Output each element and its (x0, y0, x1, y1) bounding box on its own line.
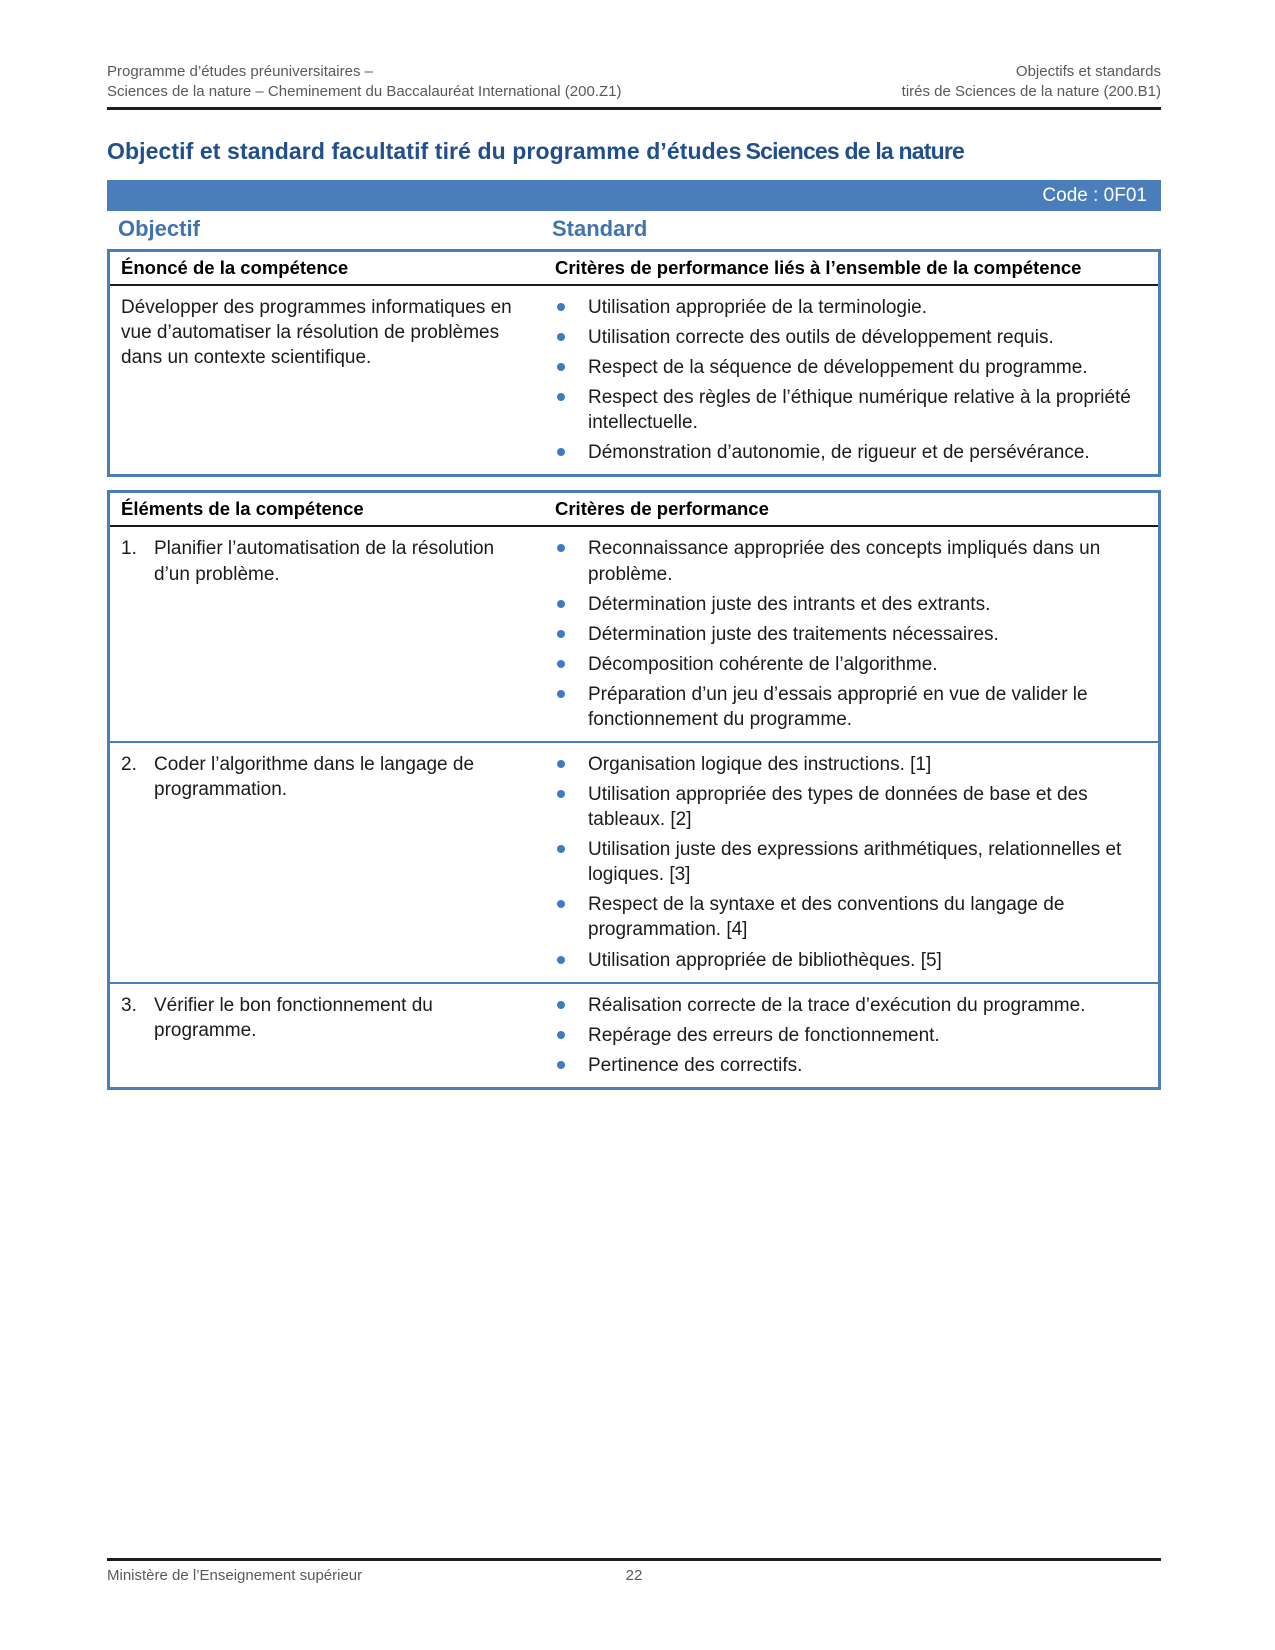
competence-row (110, 286, 1158, 474)
bullet-icon (557, 660, 565, 668)
header-right (902, 62, 1161, 101)
element-row-3 (110, 982, 1158, 1087)
element-criteria-list (555, 743, 1158, 982)
page-title-program: Sciences de la nature (745, 138, 965, 164)
criterion-text: Utilisation appropriée de la terminologie. (588, 297, 928, 318)
competence-header-left: Énoncé de la compétence (121, 257, 349, 278)
criterion-text: Organisation logique des instructions. [1] (588, 754, 932, 776)
bullet-icon (557, 630, 565, 638)
criterion-text: Respect des règles de l’éthique numérique relative à la propriété intellectuelle. (588, 387, 1131, 434)
bullet-icon (557, 544, 565, 552)
competence-table (107, 249, 1161, 477)
criterion-text: Respect de la syntaxe et des conventions du langage de programmation. [4] (588, 894, 1065, 941)
footer-ministry: Ministère de l’Enseignement supérieur (107, 1567, 363, 1584)
bullet-icon (557, 956, 565, 964)
criterion-text: Utilisation juste des expressions arithmétiques, relationnelles et logiques. [3] (588, 839, 1122, 886)
element-row-2 (110, 741, 1158, 982)
bullet-icon (557, 303, 565, 311)
bullet-icon (557, 600, 565, 608)
criterion-item (555, 355, 1148, 380)
competence-statement-cell (110, 286, 555, 474)
column-heading-standard: Standard (552, 216, 648, 241)
bullet-icon (557, 393, 565, 401)
criterion-text: Démonstration d’autonomie, de rigueur et de persévérance. (588, 442, 1090, 464)
criterion-item (555, 993, 1148, 1018)
criterion-item (555, 1023, 1148, 1048)
elements-header-right: Critères de performance (555, 498, 769, 520)
criterion-item (555, 325, 1148, 350)
criterion-item (555, 385, 1148, 435)
element-text: Planifier l’automatisation de la résolution d’un problème. (154, 538, 495, 585)
element-cell (110, 984, 555, 1087)
element-cell (110, 743, 555, 982)
bullet-icon (557, 900, 565, 908)
elements-header-left: Éléments de la compétence (121, 498, 364, 520)
criterion-text: Utilisation appropriée de bibliothèques. [5] (588, 949, 942, 971)
criterion-item (555, 592, 1148, 617)
element-text: Vérifier le bon fonctionnement du programme. (154, 994, 433, 1041)
code-banner-label: Code : 0F01 (1042, 185, 1147, 206)
criterion-item (555, 892, 1148, 942)
page-title (107, 138, 1161, 165)
criterion-item (555, 622, 1148, 647)
header-right-line2: tirés de Sciences de la nature (200.B1) (901, 82, 1161, 100)
competence-statement: Développer des programmes informatiques en vue d’automatiser la résolution de problèmes dans un contexte scientifique. (121, 297, 512, 369)
criterion-item (555, 295, 1148, 320)
criterion-text: Pertinence des correctifs. (588, 1054, 803, 1076)
footer-spacer (642, 1567, 1161, 1584)
element-number: 2. (121, 754, 137, 776)
element-criteria-list (555, 527, 1158, 741)
bullet-icon (557, 790, 565, 798)
elements-table-header (110, 493, 1158, 527)
criterion-item (555, 752, 1148, 777)
bullet-icon (557, 363, 565, 371)
criterion-item (555, 1053, 1148, 1078)
criterion-item (555, 536, 1148, 586)
page-header (107, 0, 1161, 110)
bullet-icon (557, 1061, 565, 1069)
criterion-text: Respect de la séquence de développement du programme. (588, 357, 1088, 379)
element-number: 3. (121, 994, 137, 1016)
column-headings (107, 211, 1161, 249)
header-left-line2: Sciences de la nature – Cheminement du Baccalauréat International (200.Z1) (107, 82, 622, 100)
criterion-text: Décomposition cohérente de l’algorithme. (588, 653, 938, 675)
criterion-item (555, 837, 1148, 887)
competence-header-right: Critères de performance liés à l’ensemble de la compétence (555, 257, 1082, 278)
page-footer (107, 1558, 1161, 1584)
element-row-1 (110, 527, 1158, 741)
header-right-line1: Objectifs et standards (1015, 63, 1161, 80)
criterion-item (555, 440, 1148, 465)
header-left (107, 62, 621, 101)
bullet-icon (557, 448, 565, 456)
element-number: 1. (121, 538, 137, 560)
page-title-main: Objectif et standard facultatif tiré du programme d’études (107, 138, 742, 164)
column-heading-objectif: Objectif (118, 216, 200, 241)
criterion-text: Reconnaissance appropriée des concepts impliqués dans un problème. (588, 538, 1101, 585)
element-text: Coder l’algorithme dans le langage de programmation. (154, 754, 475, 801)
criterion-text: Repérage des erreurs de fonctionnement. (588, 1024, 940, 1046)
bullet-icon (557, 1031, 565, 1039)
criterion-text: Utilisation appropriée des types de données de base et des tableaux. [2] (588, 784, 1088, 831)
bullet-icon (557, 845, 565, 853)
page-number: 22 (625, 1567, 643, 1584)
element-criteria-list (555, 984, 1158, 1087)
criterion-text: Préparation d’un jeu d’essais approprié en vue de valider le fonctionnement du programme. (588, 683, 1088, 730)
competence-table-header (110, 252, 1158, 286)
criterion-item (555, 782, 1148, 832)
criterion-text: Utilisation correcte des outils de développement requis. (588, 327, 1054, 349)
criterion-item (555, 948, 1148, 973)
competence-criteria-list (555, 286, 1158, 474)
bullet-icon (557, 690, 565, 698)
element-cell (110, 527, 555, 741)
criterion-text: Détermination juste des intrants et des extrants. (588, 593, 991, 615)
bullet-icon (557, 760, 565, 768)
code-banner (107, 180, 1161, 211)
header-left-line1: Programme d’études préuniversitaires – (107, 63, 373, 80)
criterion-item (555, 682, 1148, 732)
criterion-text: Réalisation correcte de la trace d’exécution du programme. (588, 994, 1086, 1016)
criterion-text: Détermination juste des traitements nécessaires. (588, 623, 999, 645)
criterion-item (555, 652, 1148, 677)
bullet-icon (557, 1001, 565, 1009)
elements-table (107, 490, 1161, 1089)
bullet-icon (557, 333, 565, 341)
